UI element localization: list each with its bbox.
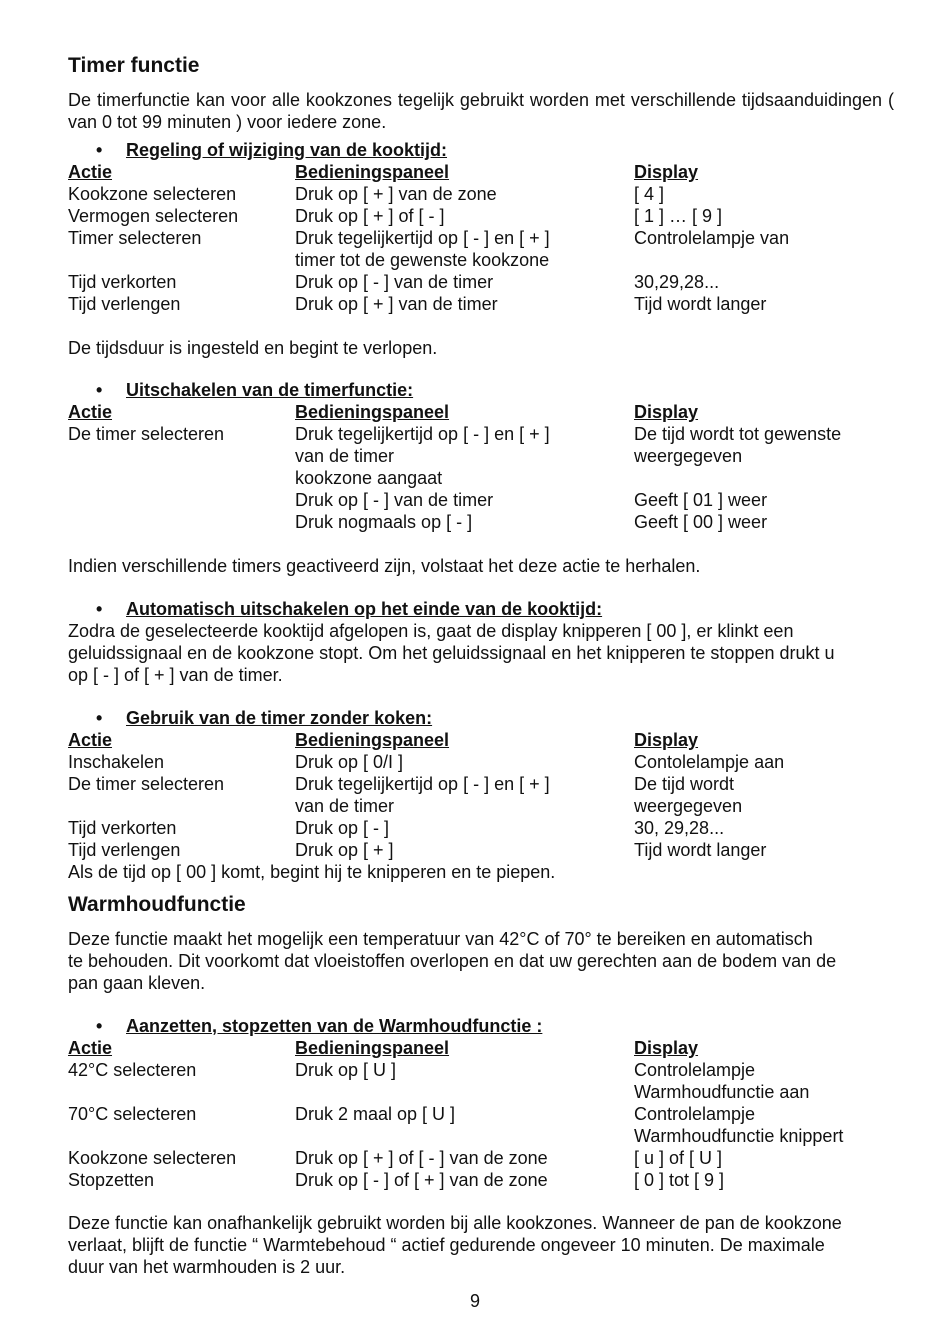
cell-actie: Tijd verlengen [68,840,181,860]
bullet-dot: • [96,380,103,400]
table-header [68,729,894,751]
timer-heading: Timer functie [68,54,200,77]
bullet-dot: • [96,1016,103,1036]
cell-bedieningspaneel: Druk op [ 0/I ] [295,752,404,772]
cell-actie: 70°C selecteren [68,1104,197,1124]
cell-actie: Tijd verlengen [68,294,181,314]
cell-display: Warmhoudfunctie knippert [634,1126,844,1146]
cell-display: Controlelampje [634,1104,756,1124]
cell-bedieningspaneel: Druk nogmaals op [ - ] [295,512,473,532]
cell-bedieningspaneel: kookzone aangaat [295,468,443,488]
cell-bedieningspaneel: Druk op [ - ] [295,818,390,838]
header-display: Display [634,1038,699,1058]
cell-bedieningspaneel: van de timer [295,796,395,816]
table-row [68,445,894,467]
cell-display: Tijd wordt langer [634,840,767,860]
bullet-title: Aanzetten, stopzetten van de Warmhoudfunctie : [126,1016,543,1036]
table-row [68,1169,894,1191]
closing-line: duur van het warmhouden is 2 uur. [68,1257,346,1277]
table-row [68,773,894,795]
cell-display: De tijd wordt tot gewenste [634,424,842,444]
table-row [68,183,894,205]
cell-bedieningspaneel: Druk op [ + ] of [ - ] [295,206,445,226]
warmhoud-heading: Warmhoudfunctie [68,893,246,916]
cell-actie: Kookzone selecteren [68,1148,237,1168]
cell-display: Controlelampje van [634,228,790,248]
warmhoud-intro-line: te behouden. Dit voorkomt dat vloeistoffen overlopen en dat uw gerechten aan de bodem van de [68,951,837,971]
cell-bedieningspaneel: Druk 2 maal op [ U ] [295,1104,456,1124]
table-row [68,1147,894,1169]
cell-actie: Tijd verkorten [68,272,177,292]
header-actie: Actie [68,162,113,182]
header-display: Display [634,402,699,422]
bullet-title: Regeling of wijziging van de kooktijd: [126,140,448,160]
cell-actie: Kookzone selecteren [68,184,237,204]
table-row [68,467,894,489]
cell-display: Controlelampje [634,1060,756,1080]
cell-bedieningspaneel: Druk tegelijkertijd op [ - ] en [ + ] [295,424,550,444]
cell-bedieningspaneel: Druk op [ + ] van de zone [295,184,497,204]
bullet-dot: • [96,708,103,728]
bullet-dot: • [96,140,103,160]
bullet-title: Uitschakelen van de timerfunctie: [126,380,414,400]
cell-bedieningspaneel: Druk op [ - ] of [ + ] van de zone [295,1170,548,1190]
cell-actie: Inschakelen [68,752,165,772]
table-header [68,401,894,423]
table-row [68,817,894,839]
table-row [68,1081,894,1103]
cell-bedieningspaneel: Druk tegelijkertijd op [ - ] en [ + ] [295,228,550,248]
cell-actie: Vermogen selecteren [68,206,239,226]
cell-display: Geeft [ 01 ] weer [634,490,768,510]
cell-bedieningspaneel: Druk op [ - ] van de timer [295,272,494,292]
table-row [68,423,894,445]
cell-bedieningspaneel: Druk op [ U ] [295,1060,397,1080]
cell-display: [ 1 ] … [ 9 ] [634,206,723,226]
table-row [68,249,894,271]
table-row [68,795,894,817]
table-row [68,271,894,293]
table-header [68,1037,894,1059]
header-display: Display [634,730,699,750]
note-tijdsduur: De tijdsduur is ingesteld en begint te verlopen. [68,338,438,358]
header-display: Display [634,162,699,182]
cell-bedieningspaneel: timer tot de gewenste kookzone [295,250,550,270]
cell-display: Warmhoudfunctie aan [634,1082,810,1102]
bullet-aanzetten [68,1015,894,1037]
cell-actie: Stopzetten [68,1170,155,1190]
note-herhalen: Indien verschillende timers geactiveerd zijn, volstaat het deze actie te herhalen. [68,556,701,576]
table-header [68,161,894,183]
cell-display: Geeft [ 00 ] weer [634,512,768,532]
cell-bedieningspaneel: Druk op [ - ] van de timer [295,490,494,510]
cell-bedieningspaneel: Druk op [ + ] van de timer [295,294,498,314]
cell-display: 30,29,28... [634,272,720,292]
bullet-dot: • [96,599,103,619]
table-zonder-koken [68,729,894,861]
bullet-uitschakelen [68,379,894,401]
table-row [68,751,894,773]
header-bedieningspaneel: Bedieningspaneel [295,162,450,182]
table-row [68,489,894,511]
table-row [68,1125,894,1147]
cell-actie: 42°C selecteren [68,1060,197,1080]
closing-line: Deze functie kan onafhankelijk gebruikt worden bij alle kookzones. Wanneer de pan de kookzone [68,1213,842,1233]
cell-bedieningspaneel: van de timer [295,446,395,466]
cell-display: [ u ] of [ U ] [634,1148,723,1168]
table-row [68,205,894,227]
cell-display: Contolelampje aan [634,752,785,772]
bullet-regeling [68,139,894,161]
cell-display: weergegeven [634,446,743,466]
cell-display: weergegeven [634,796,743,816]
bullet-automatisch [68,598,894,620]
table-uitschakelen [68,401,894,533]
auto-text-line: op [ - ] of [ + ] van de timer. [68,665,283,685]
table-row [68,1059,894,1081]
cell-display: [ 4 ] [634,184,665,204]
cell-actie: De timer selecteren [68,774,225,794]
header-actie: Actie [68,730,113,750]
cell-display: De tijd wordt [634,774,735,794]
cell-display: 30, 29,28... [634,818,725,838]
header-bedieningspaneel: Bedieningspaneel [295,1038,450,1058]
warmhoud-intro-line: Deze functie maakt het mogelijk een temperatuur van 42°C of 70° te bereiken en automatisch [68,929,813,949]
table-row [68,1103,894,1125]
table-row [68,511,894,533]
cell-bedieningspaneel: Druk op [ + ] of [ - ] van de zone [295,1148,548,1168]
bullet-zonder-koken [68,707,894,729]
bullet-title: Automatisch uitschakelen op het einde van de kooktijd: [126,599,603,619]
auto-text-line: geluidssignaal en de kookzone stopt. Om het geluidssignaal en het knipperen te stoppen drukt u [68,643,835,663]
closing-line: verlaat, blijft de functie “ Warmtebehoud “ actief gedurende ongeveer 10 minuten. De maximale [68,1235,825,1255]
cell-display: Tijd wordt langer [634,294,767,314]
auto-text-line: Zodra de geselecteerde kooktijd afgelopen is, gaat de display knipperen [ 00 ], er klinkt een [68,621,794,641]
bullet-title: Gebruik van de timer zonder koken: [126,708,433,728]
cell-display: [ 0 ] tot [ 9 ] [634,1170,725,1190]
timer-intro: De timerfunctie kan voor alle kookzones tegelijk gebruikt worden met verschillende tijdsaanduidingen ( van 0 tot 99 minuten ) voor iedere zone. [68,90,894,132]
header-bedieningspaneel: Bedieningspaneel [295,402,450,422]
table-row [68,293,894,315]
cell-bedieningspaneel: Druk op [ + ] [295,840,394,860]
header-actie: Actie [68,1038,113,1058]
table-row [68,839,894,861]
cell-actie: Timer selecteren [68,228,202,248]
cell-bedieningspaneel: Druk tegelijkertijd op [ - ] en [ + ] [295,774,550,794]
header-bedieningspaneel: Bedieningspaneel [295,730,450,750]
table-regeling [68,161,894,315]
cell-actie: Tijd verkorten [68,818,177,838]
warmhoud-intro-line: pan gaan kleven. [68,973,206,993]
page-number: 9 [469,1291,480,1311]
cell-actie: De timer selecteren [68,424,225,444]
table-row [68,227,894,249]
header-actie: Actie [68,402,113,422]
table-warmhoud [68,1037,894,1191]
note-piepen: Als de tijd op [ 00 ] komt, begint hij te knipperen en te piepen. [68,862,556,882]
